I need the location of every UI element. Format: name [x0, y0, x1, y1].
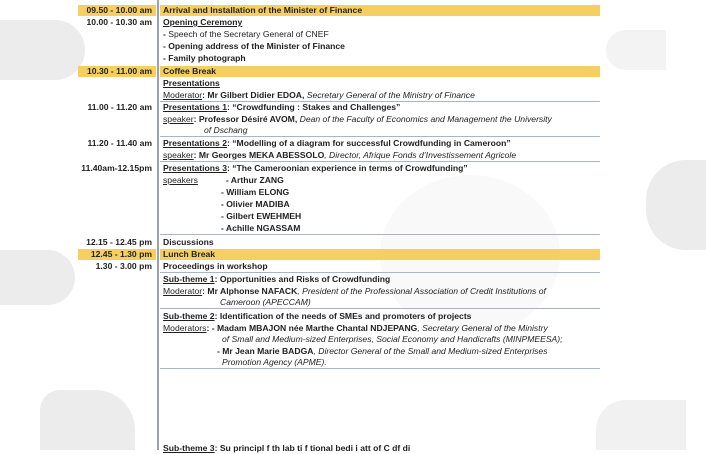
moderator-line: Moderator: Mr Gilbert Didier EDOA, Secretary General of the Ministry of Finance [160, 90, 600, 102]
time-slot: 11.00 - 11.20 am [87, 102, 152, 112]
agenda-subitem: - Speech of the Secretary General of CNEF [163, 29, 329, 39]
moderator-line-cont: Cameroon (APECCAM) [160, 297, 600, 309]
agenda-item: Coffee Break [160, 66, 600, 77]
moderator-line: Moderators: - Madam MBAJON née Marthe Chantal NDJEPANG, Secretary General of the Ministry [163, 323, 548, 333]
agenda-item: Opening Ceremony [163, 17, 243, 27]
moderator-line: Moderator: Mr Alphonse NAFACK, President of the Professional Association of Credit Institutions of [163, 286, 546, 296]
time-slot: 11.40am-12.15pm [81, 163, 152, 173]
decorative-hand-bottom [40, 390, 135, 450]
agenda-subitem: - Opening address of the Minister of Finance [163, 41, 345, 51]
time-slot: 1.30 - 3.00 pm [95, 261, 152, 271]
speaker-name: - Olivier MADIBA [221, 199, 290, 209]
time-slot: 11.20 - 11.40 am [87, 138, 152, 148]
speaker-line: speaker: Mr Georges MEKA ABESSOLO, Director, Afrique Fonds d’Investissement Agricole [160, 150, 600, 162]
decorative-hand-right-top [606, 30, 666, 70]
time-slot: 10.30 - 11.00 am [78, 66, 156, 77]
subtheme-title: Sub-theme 2: Identification of the needs of SMEs and promoters of projects [163, 311, 472, 321]
time-slot: 09.50 - 10.00 am [78, 5, 156, 16]
moderator-line: - Mr Jean Marie BADGA, Director General of the Small and Medium-sized Enterprises [217, 346, 548, 356]
agenda-item: Proceedings in workshop [160, 261, 600, 273]
time-slot: 12.15 - 12.45 pm [86, 237, 152, 247]
speaker-line-cont: of Dschang [160, 125, 600, 137]
subtheme-title: Sub-theme 1: Opportunities and Risks of Crowdfunding [163, 274, 391, 284]
presentation-title: Presentations 3: “The Cameroonian experience in terms of Crowdfunding” [163, 163, 468, 173]
speaker-line: speakers - Arthur ZANG [163, 175, 284, 185]
decorative-hand-left-lower [0, 250, 75, 305]
agenda-item: Lunch Break [160, 249, 600, 260]
agenda-item: Arrival and Installation of the Minister of Finance [160, 5, 600, 16]
section-title: Presentations [163, 78, 220, 88]
speaker-line: speaker: Professor Désiré AVOM, Dean of the Faculty of Economics and Management the University [163, 114, 552, 124]
agenda-subitem: - Family photograph [163, 53, 246, 63]
time-slot: 10.00 - 10.30 am [86, 17, 152, 27]
decorative-hand-right [646, 160, 706, 250]
presentation-title: Presentations 2: “Modelling of a diagram for successful Crowdfunding in Cameroon” [163, 138, 511, 148]
subtheme-title: Sub-theme 3: Su principl f th lab ti f tional bedi i att of C df di [163, 443, 411, 453]
timeline-divider [157, 0, 159, 450]
speaker-name: - Achille NGASSAM [160, 223, 600, 235]
moderator-line-cont: Promotion Agency (APME). [160, 357, 600, 369]
decorative-hand-left [0, 20, 85, 80]
moderator-line-cont: of Small and Medium-sized Enterprises, Social Economy and Handicrafts (MINPMEESA); [222, 334, 563, 344]
agenda-item: Discussions [163, 237, 214, 247]
speaker-name: - Gilbert EWEHMEH [221, 211, 302, 221]
presentation-title: Presentations 1: “Crowdfunding : Stakes and Challenges” [163, 102, 401, 112]
time-slot: 12.45 - 1.30 pm [78, 249, 156, 260]
decorative-hand-right-bottom [596, 400, 686, 450]
speaker-name: - William ELONG [221, 187, 290, 197]
